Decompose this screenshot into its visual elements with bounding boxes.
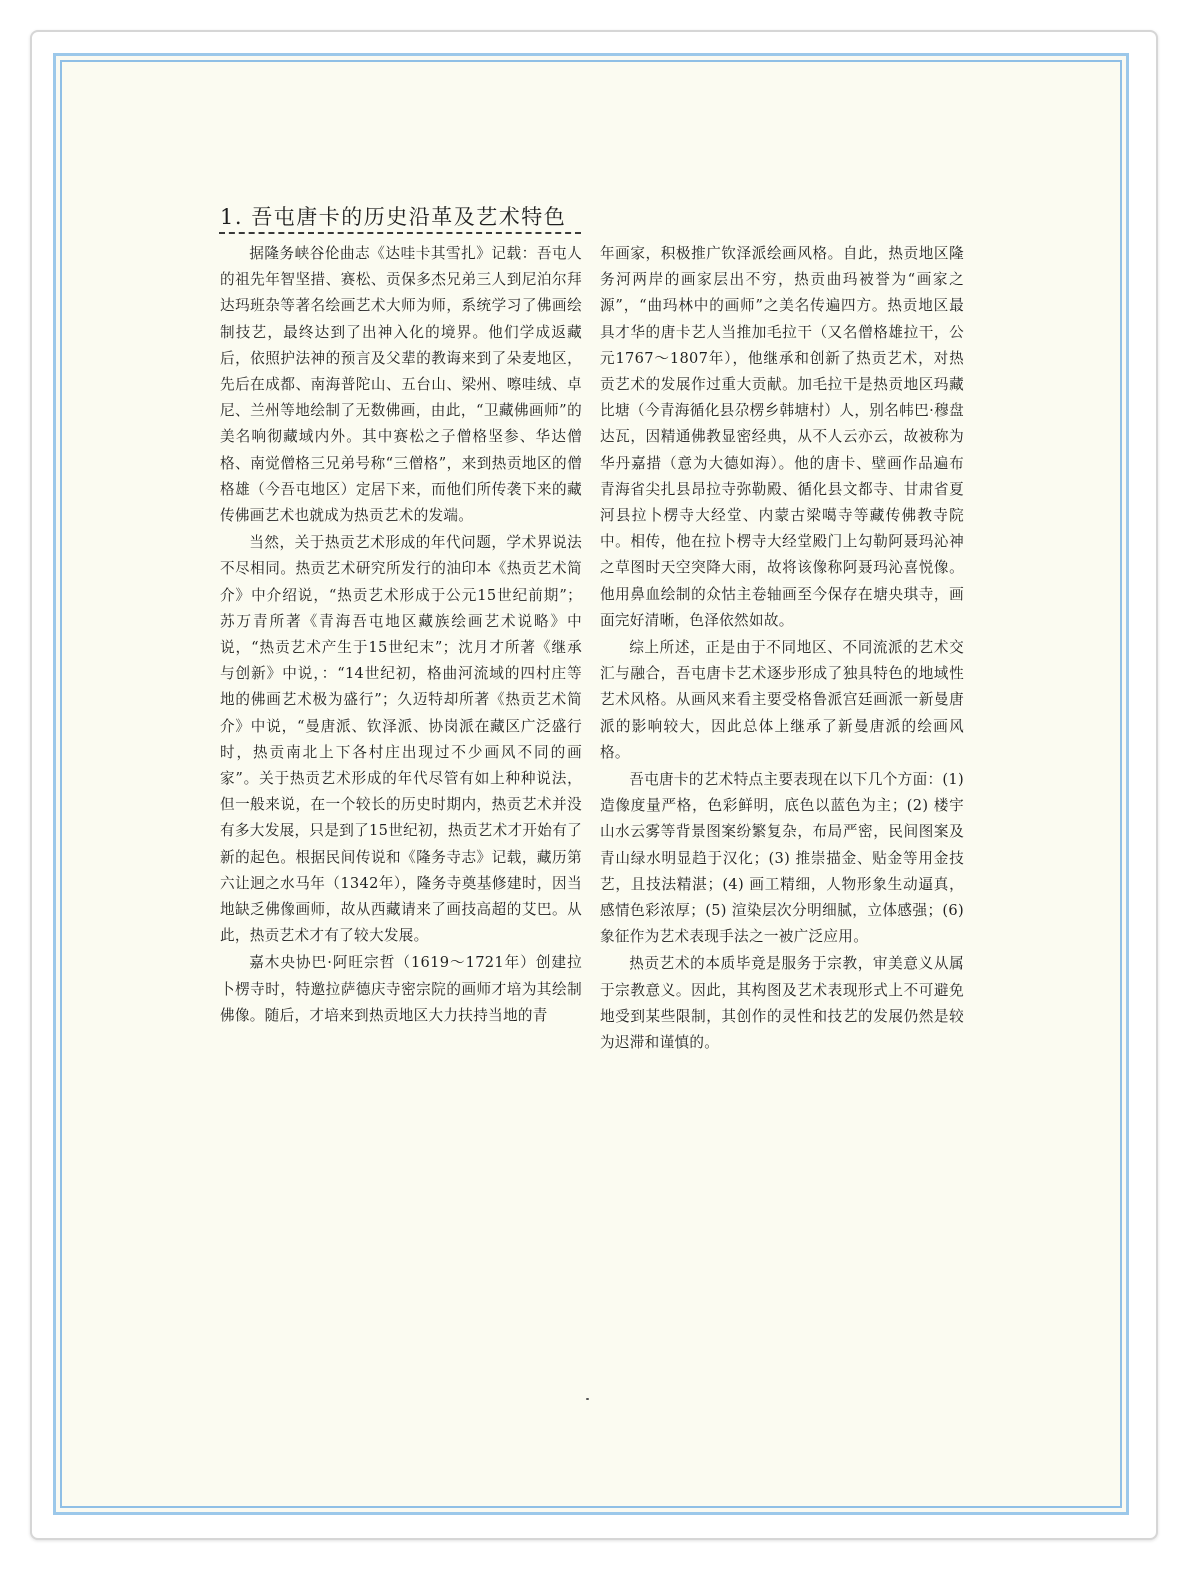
left-column (220, 241, 582, 1030)
right-column (600, 241, 964, 1057)
paragraph: 热贡艺术的本质毕竟是服务于宗教，审美意义从属于宗教意义。因此，其构图及艺术表现形式上不可避免地受到某些限制，其创作的灵性和技艺的发展仍然是较为迟滞和谨慎的。 (600, 955, 964, 1052)
paragraph: 据隆务峡谷伦曲志《达哇卡其雪扎》记载：吾屯人的祖先年智坚措、赛松、贡保多杰兄弟三人到尼泊尔拜达玛班杂等著名绘画艺术大师为师，系统学习了佛画绘制技艺，最终达到了出神入化的境界。他们学成返藏后，依照护法神的预言及父辈的教诲来到了朵麦地区，先后在成都、南海普陀山、五台山、梁州、嚓哇绒、卓尼、兰州等地绘制了无数佛画，由此，“卫藏佛画师”的美名响彻藏域内外。其中赛松之子僧格坚参、华达僧格、南觉僧格三兄弟号称“三僧格”，来到热贡地区的僧格雄（今吾屯地区）定居下来，而他们所传袭下来的藏传佛画艺术也就成为热贡艺术的发端。 (220, 245, 582, 525)
paragraph: 当然，关于热贡艺术形成的年代问题，学术界说法不尽相同。热贡艺术研究所发行的油印本《热贡艺术简介》中介绍说，“热贡艺术形成于公元15世纪前期”；苏万青所著《青海吾屯地区藏族绘画艺术说略》中说，“热贡艺术产生于15世纪末”；沈月才所著《继承与创新》中说，：“14世纪初，格曲河流域的四村庄等地的佛画艺术极为盛行”；久迈特却所著《热贡艺术简介》中说，“曼唐派、钦泽派、协岗派在藏区广泛盛行时，热贡南北上下各村庄出现过不少画风不同的画家”。关于热贡艺术形成的年代尽管有如上种种说法，但一般来说，在一个较长的历史时期内，热贡艺术并没有多大发展，只是到了15世纪初，热贡艺术才开始有了新的起色。根据民间传说和《隆务寺志》记载，藏历第六让迥之水马年（1342年），隆务寺奠基修建时，因当地缺乏佛像画师，故从西藏请来了画技高超的艾巴。从此，热贡艺术才有了较大发展。 (220, 534, 582, 945)
section-title: 1. 吾屯唐卡的历史沿革及艺术特色 (220, 205, 567, 229)
paragraph: 综上所述，正是由于不同地区、不同流派的艺术交汇与融合，吾屯唐卡艺术逐步形成了独具特色的地域性艺术风格。从画风来看主要受格鲁派宫廷画派一新曼唐派的影响较大，因此总体上继承了新曼唐派的绘画风格。 (600, 639, 964, 761)
paragraph-continuation: 年画家，积极推广钦泽派绘画风格。自此，热贡地区隆务河两岸的画家层出不穷，热贡曲玛被誉为“画家之源”，“曲玛林中的画师”之美名传遍四方。热贡地区最具才华的唐卡艺人当推加毛拉干（又名僧格雄拉干，公元1767～1807年），他继承和创新了热贡艺术，对热贡艺术的发展作过重大贡献。加毛拉干是热贡地区玛藏比塘（今青海循化县尕楞乡韩塘村）人，别名帏巴·穆盘达瓦，因精通佛教显密经典，从不人云亦云，故被称为华丹嘉措（意为大德如海）。他的唐卡、壁画作品遍布青海省尖扎县昂拉寺弥勒殿、循化县文都寺、甘肃省夏河县拉卜楞寺大经堂、内蒙古梁噶寺等藏传佛教寺院中。相传，他在拉卜楞寺大经堂殿门上勾勒阿聂玛沁神之草图时天空突降大雨，故将该像称阿聂玛沁喜悦像。他用鼻血绘制的众怙主卷轴画至今保存在塘央琪寺，画面完好清晰，色泽依然如故。 (600, 245, 964, 629)
paragraph: 嘉木央协巴·阿旺宗哲（1619～1721年）创建拉卜楞寺时，特邀拉萨德庆寺密宗院的画师才培为其绘制佛像。随后，才培来到热贡地区大力扶持当地的青 (220, 954, 582, 1024)
scan-speck (586, 1398, 589, 1400)
paragraph: 吾屯唐卡的艺术特点主要表现在以下几个方面：(1) 造像度量严格，色彩鲜明，底色以蓝色为主；(2) 楼宇山水云雾等背景图案纷繁复杂，布局严密，民间图案及青山绿水明显趋于汉化；(3) 推崇描金、贴金等用金技艺，且技法精湛；(4) 画工精细，人物形象生动逼真，感情色彩浓厚；(5) 渲染层次分明细腻，立体感强；(6) 象征作为艺术表现手法之一被广泛应用。 (600, 771, 964, 946)
title-underline (219, 232, 581, 234)
